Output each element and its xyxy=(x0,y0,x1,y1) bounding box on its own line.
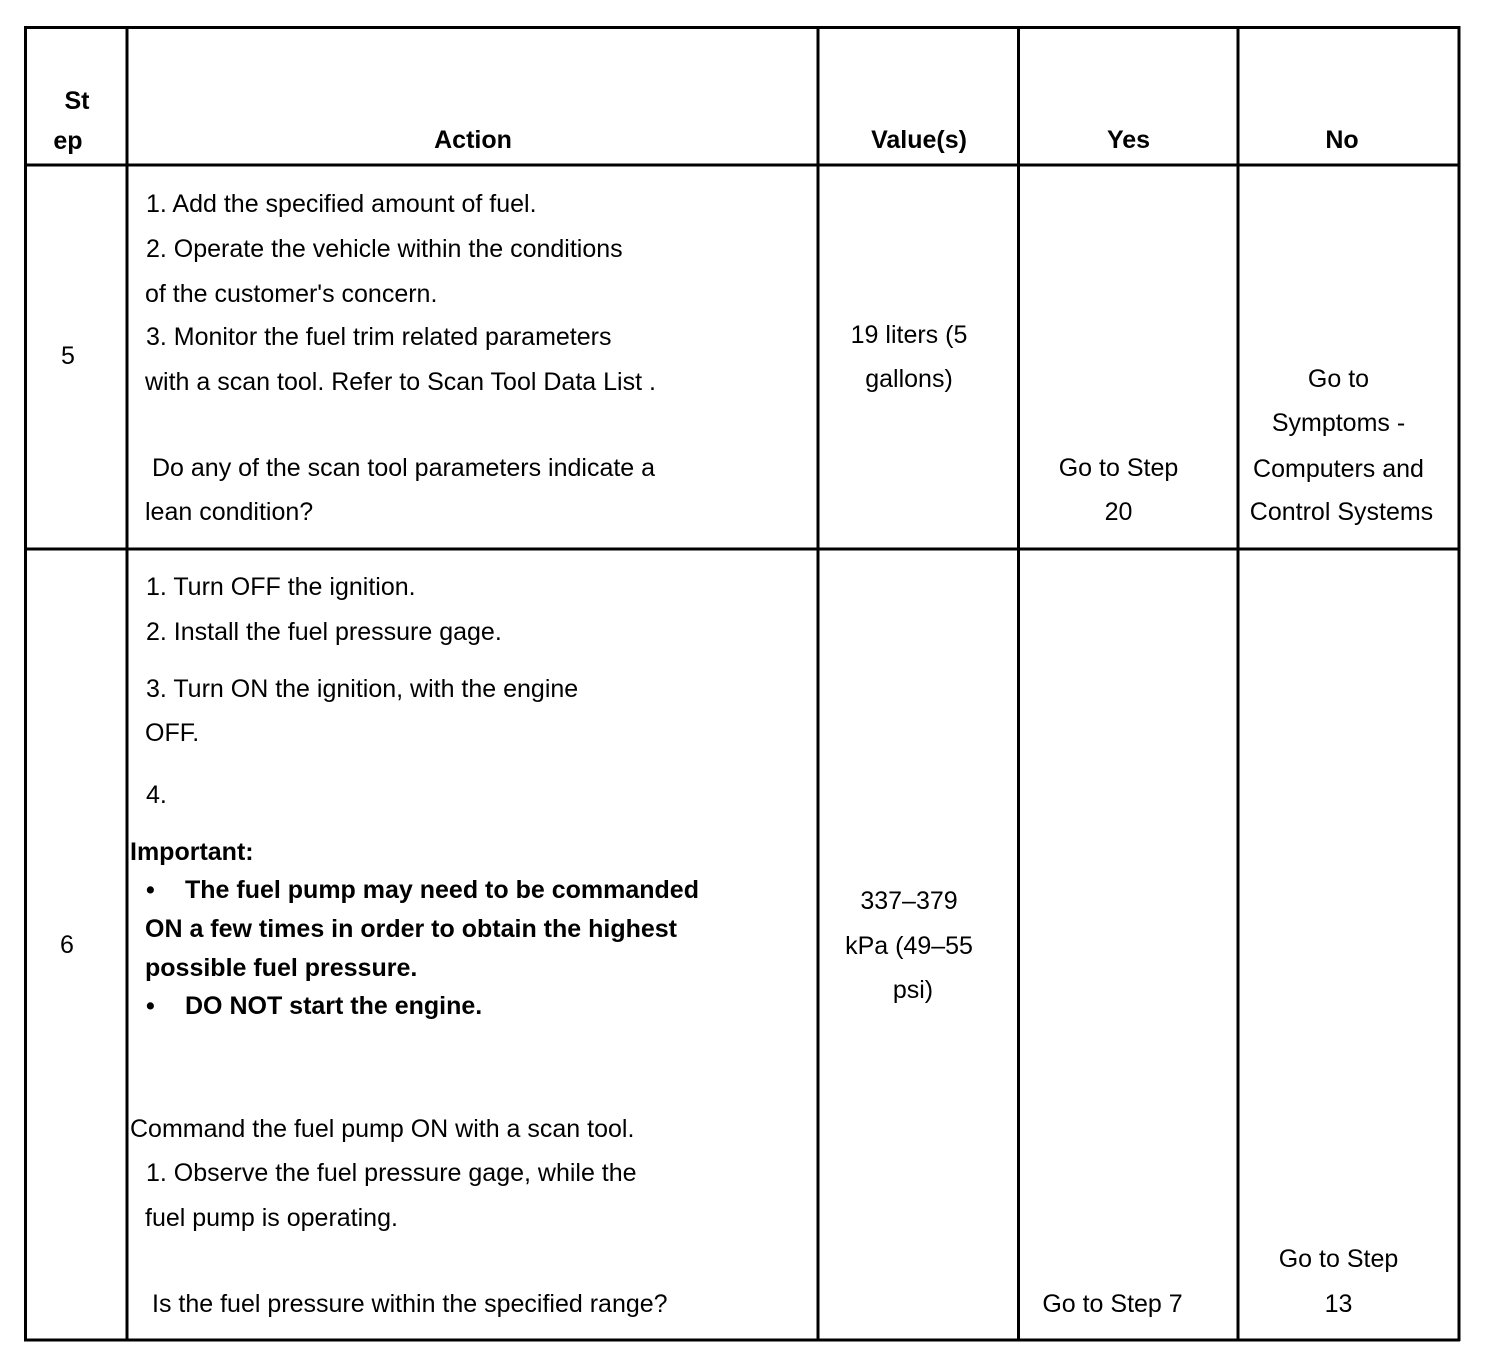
action-line: 1. Turn OFF the ignition. xyxy=(146,573,416,601)
step-number-5: 5 xyxy=(61,342,75,370)
important-note-line: DO NOT start the engine. xyxy=(185,992,483,1020)
no-line: Computers and xyxy=(1253,455,1424,483)
yes-line: Go to Step 7 xyxy=(1042,1290,1183,1318)
important-note-line: ON a few times in order to obtain the highest xyxy=(145,915,677,943)
important-heading: Important: xyxy=(130,838,254,866)
no-line: 13 xyxy=(1324,1290,1353,1318)
value-line: kPa (49–55 xyxy=(845,932,973,960)
header-action: Action xyxy=(434,126,512,154)
bullet-icon: • xyxy=(146,876,155,904)
step-number-6: 6 xyxy=(60,931,74,959)
action-line: OFF. xyxy=(145,719,200,747)
no-line: Control Systems xyxy=(1249,498,1434,526)
important-note-line: possible fuel pressure. xyxy=(145,954,418,982)
header-no: No xyxy=(1325,126,1359,154)
no-line: Symptoms - xyxy=(1271,409,1406,437)
header-yes: Yes xyxy=(1106,126,1151,154)
action-line: Command the fuel pump ON with a scan tool. xyxy=(130,1115,635,1143)
action-line: 1. Observe the fuel pressure gage, while the xyxy=(146,1159,637,1187)
value-line: psi) xyxy=(892,976,934,1004)
value-line: gallons) xyxy=(865,365,953,393)
important-note-line: The fuel pump may need to be commanded xyxy=(185,876,699,904)
value-line: 337–379 xyxy=(860,887,958,915)
header-values: Value(s) xyxy=(871,126,967,154)
yes-line: Go to Step xyxy=(1058,454,1179,482)
action-line: fuel pump is operating. xyxy=(145,1204,398,1232)
action-line: with a scan tool. Refer to Scan Tool Data List . xyxy=(145,368,656,396)
value-line: 19 liters (5 xyxy=(850,321,968,349)
action-line: 2. Install the fuel pressure gage. xyxy=(146,618,502,646)
bullet-icon: • xyxy=(146,992,155,1020)
question-line: Is the fuel pressure within the specified range? xyxy=(152,1290,668,1318)
no-line: Go to Step xyxy=(1278,1245,1399,1273)
question-line: lean condition? xyxy=(145,498,314,526)
action-line: 3. Turn ON the ignition, with the engine xyxy=(146,675,579,703)
header-step-line1: St xyxy=(64,87,90,115)
action-line: of the customer's concern. xyxy=(145,280,438,308)
action-line: 3. Monitor the fuel trim related parameters xyxy=(146,323,612,351)
action-line: 4. xyxy=(146,781,167,809)
header-step-line2: ep xyxy=(53,127,83,155)
action-line: 1. Add the specified amount of fuel. xyxy=(146,190,537,218)
question-line: Do any of the scan tool parameters indicate a xyxy=(152,454,656,482)
action-line: 2. Operate the vehicle within the conditions xyxy=(146,235,623,263)
yes-line: 20 xyxy=(1104,498,1133,526)
no-line: Go to xyxy=(1307,365,1370,393)
